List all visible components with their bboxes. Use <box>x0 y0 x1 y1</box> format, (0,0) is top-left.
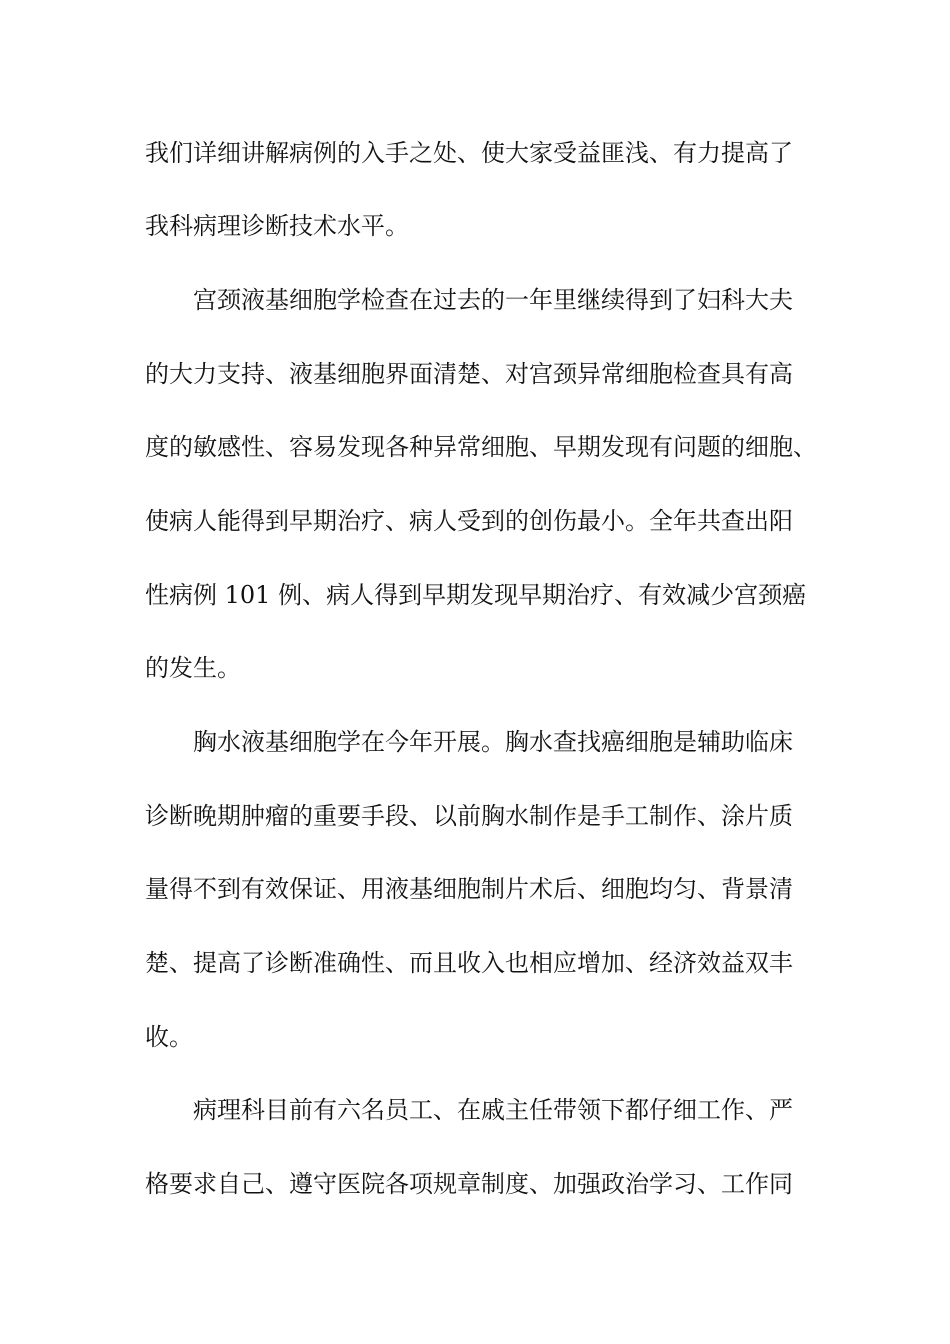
paragraph-first-line: 胸水液基细胞学在今年开展。胸水查找癌细胞是辅助临床 <box>193 728 793 756</box>
text-line: 使病人能得到早期治疗、病人受到的创伤最小。全年共查出阳 <box>145 507 793 535</box>
text-line: 性病例 101 例、病人得到早期发现早期治疗、有效减少宫颈癌 <box>145 581 807 609</box>
text-line: 楚、提高了诊断准确性、而且收入也相应增加、经济效益双丰 <box>145 949 793 977</box>
text-line: 收。 <box>145 1023 193 1051</box>
text-line: 格要求自己、遵守医院各项规章制度、加强政治学习、工作同 <box>145 1170 793 1198</box>
paragraph-first-line: 病理科目前有六名员工、在戚主任带领下都仔细工作、严 <box>193 1096 793 1124</box>
text-line: 的大力支持、液基细胞界面清楚、对宫颈异常细胞检查具有高 <box>145 360 793 388</box>
paragraph-first-line: 宫颈液基细胞学检查在过去的一年里继续得到了妇科大夫 <box>193 286 793 314</box>
text-line: 我们详细讲解病例的入手之处、使大家受益匪浅、有力提高了 <box>145 139 793 167</box>
text-line: 量得不到有效保证、用液基细胞制片术后、细胞均匀、背景清 <box>145 875 793 903</box>
text-line: 度的敏感性、容易发现各种异常细胞、早期发现有问题的细胞、 <box>145 433 817 461</box>
text-line: 诊断晚期肿瘤的重要手段、以前胸水制作是手工制作、涂片质 <box>145 802 793 830</box>
text-line: 的发生。 <box>145 654 241 682</box>
text-line: 我科病理诊断技术水平。 <box>145 212 409 240</box>
